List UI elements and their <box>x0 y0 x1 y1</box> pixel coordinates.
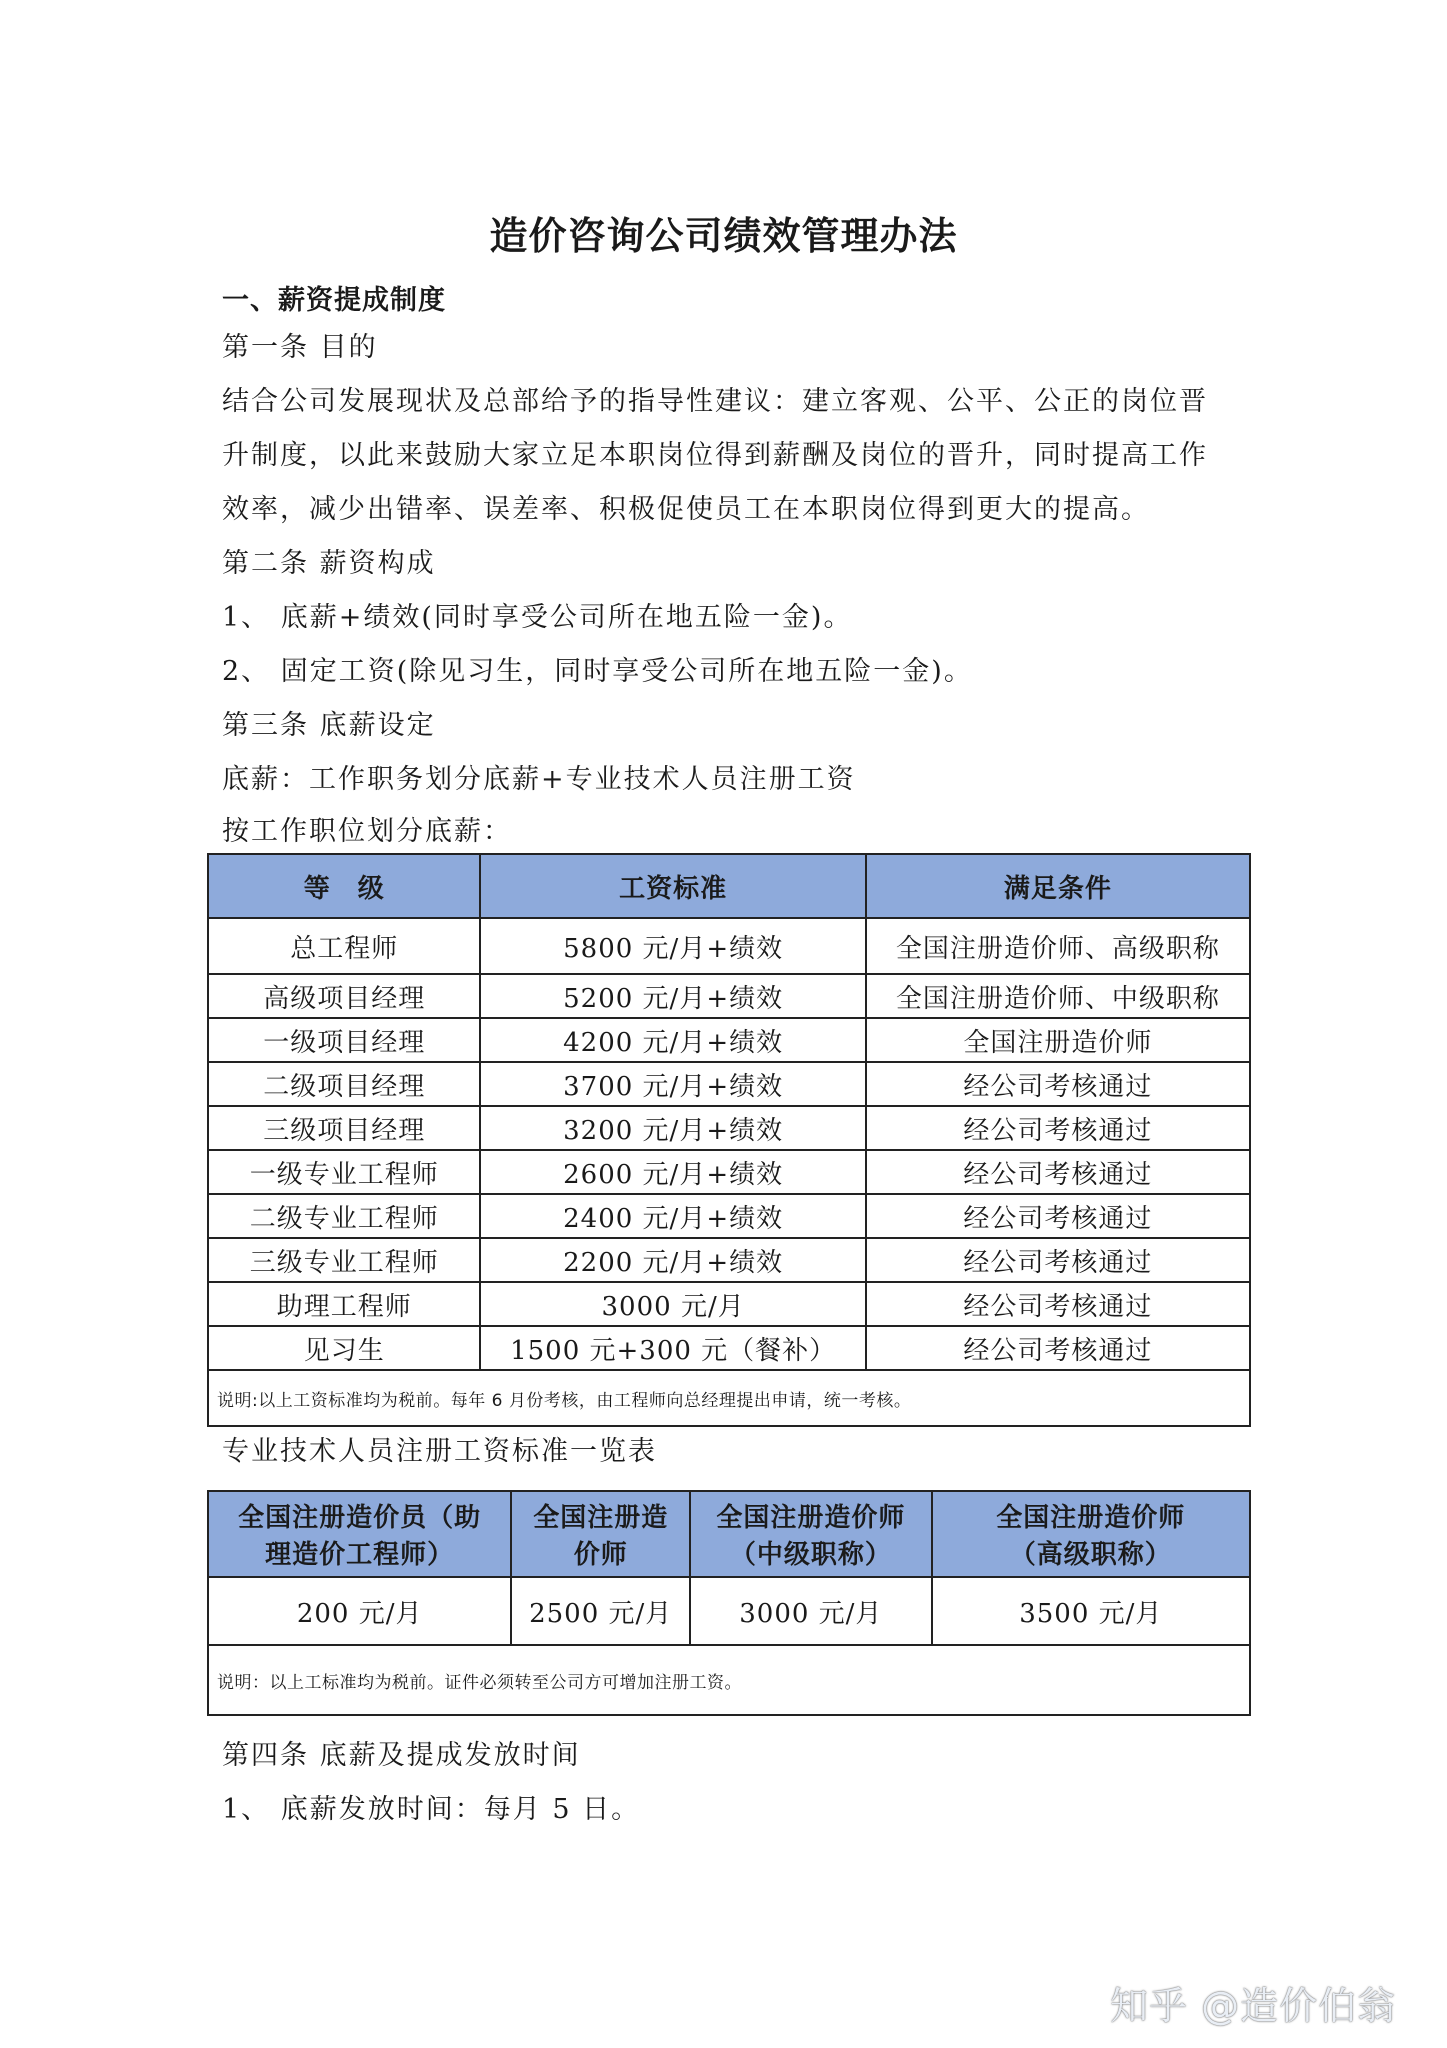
header-line: （高级职称） <box>1009 1540 1172 1570</box>
header-cost-engineer <box>511 1491 690 1577</box>
condition-cell: 经公司考核通过 <box>866 1238 1250 1282</box>
table-header-row <box>208 1491 1250 1577</box>
document-title: 造价咨询公司绩效管理办法 <box>489 214 958 258</box>
table-note-row <box>208 1370 1250 1426</box>
article-1-heading: 第一条 目的 <box>222 332 378 363</box>
list-item-1: 1、 底薪+绩效(同时享受公司所在地五险一金)。 <box>222 602 853 633</box>
condition-cell: 经公司考核通过 <box>866 1326 1250 1370</box>
by-position-line: 按工作职位划分底薪： <box>222 816 512 847</box>
table-row <box>208 1326 1250 1370</box>
condition-cell: 经公司考核通过 <box>866 1062 1250 1106</box>
header-line: 全国注册造 <box>533 1503 669 1533</box>
paragraph-line-2: 升制度，以此来鼓励大家立足本职岗位得到薪酬及岗位的晋升，同时提高工作 <box>222 440 1208 471</box>
pay-date-line: 1、 底薪发放时间：每月 5 日。 <box>222 1794 641 1825</box>
header-line: 全国注册造价员（助 <box>238 1503 482 1533</box>
grade-cell: 高级项目经理 <box>208 974 480 1018</box>
header-cost-clerk <box>208 1491 511 1577</box>
grade-cell: 三级专业工程师 <box>208 1238 480 1282</box>
condition-cell: 全国注册造价师、中级职称 <box>866 974 1250 1018</box>
article-3-heading: 第三条 底薪设定 <box>222 710 436 741</box>
salary-cell: 1500 元+300 元（餐补） <box>480 1326 865 1370</box>
table-row <box>208 974 1250 1018</box>
header-cost-engineer-senior <box>932 1491 1250 1577</box>
section-heading: 一、薪资提成制度 <box>222 285 446 316</box>
table-row <box>208 1018 1250 1062</box>
header-line: 全国注册造价师 <box>716 1503 906 1533</box>
grade-cell: 二级专业工程师 <box>208 1194 480 1238</box>
condition-cell: 经公司考核通过 <box>866 1150 1250 1194</box>
article-2-heading: 第二条 薪资构成 <box>222 548 436 579</box>
salary-cell: 4200 元/月+绩效 <box>480 1018 865 1062</box>
registration-table-title: 专业技术人员注册工资标准一览表 <box>222 1436 657 1467</box>
salary-cell: 3200 元/月+绩效 <box>480 1106 865 1150</box>
salary-cell: 5800 元/月+绩效 <box>480 918 865 974</box>
salary-cell: 5200 元/月+绩效 <box>480 974 865 1018</box>
table-note: 说明：以上工标准均为税前。证件必须转至公司方可增加注册工资。 <box>208 1645 1250 1715</box>
salary-cell: 2200 元/月+绩效 <box>480 1238 865 1282</box>
condition-cell: 经公司考核通过 <box>866 1106 1250 1150</box>
table-row <box>208 1106 1250 1150</box>
watermark: 知乎 @造价伯翁 <box>1110 1984 1397 2028</box>
value-cell: 200 元/月 <box>208 1577 511 1645</box>
base-salary-line: 底薪：工作职务划分底薪+专业技术人员注册工资 <box>222 764 856 795</box>
grade-cell: 总工程师 <box>208 918 480 974</box>
article-4-heading: 第四条 底薪及提成发放时间 <box>222 1740 581 1771</box>
grade-cell: 一级专业工程师 <box>208 1150 480 1194</box>
header-line: 价师 <box>573 1540 628 1570</box>
table-row <box>208 1577 1250 1645</box>
header-cost-engineer-mid <box>690 1491 932 1577</box>
value-cell: 3500 元/月 <box>932 1577 1250 1645</box>
table-note-row <box>208 1645 1250 1715</box>
salary-cell: 2600 元/月+绩效 <box>480 1150 865 1194</box>
header-condition: 满足条件 <box>866 854 1250 918</box>
list-item-2: 2、 固定工资(除见习生，同时享受公司所在地五险一金)。 <box>222 656 973 687</box>
header-salary: 工资标准 <box>480 854 865 918</box>
value-cell: 3000 元/月 <box>690 1577 932 1645</box>
grade-cell: 见习生 <box>208 1326 480 1370</box>
condition-cell: 全国注册造价师、高级职称 <box>866 918 1250 974</box>
header-line: （中级职称） <box>729 1540 892 1570</box>
grade-cell: 三级项目经理 <box>208 1106 480 1150</box>
grade-cell: 一级项目经理 <box>208 1018 480 1062</box>
condition-cell: 经公司考核通过 <box>866 1194 1250 1238</box>
header-line: 理造价工程师） <box>265 1540 455 1570</box>
table-row <box>208 918 1250 974</box>
registration-salary-table <box>207 1490 1251 1716</box>
value-cell: 2500 元/月 <box>511 1577 690 1645</box>
paragraph-line-3: 效率，减少出错率、误差率、积极促使员工在本职岗位得到更大的提高。 <box>222 494 1150 525</box>
salary-cell: 3700 元/月+绩效 <box>480 1062 865 1106</box>
condition-cell: 全国注册造价师 <box>866 1018 1250 1062</box>
position-salary-table <box>207 853 1251 1427</box>
table-row <box>208 1150 1250 1194</box>
table-row <box>208 1282 1250 1326</box>
table-note: 说明:以上工资标准均为税前。每年 6 月份考核，由工程师向总经理提出申请，统一考核。 <box>208 1370 1250 1426</box>
table-row <box>208 1062 1250 1106</box>
table-row <box>208 1238 1250 1282</box>
paragraph-line-1: 结合公司发展现状及总部给予的指导性建议：建立客观、公平、公正的岗位晋 <box>222 386 1208 417</box>
header-grade: 等 级 <box>208 854 480 918</box>
grade-cell: 助理工程师 <box>208 1282 480 1326</box>
salary-cell: 3000 元/月 <box>480 1282 865 1326</box>
salary-cell: 2400 元/月+绩效 <box>480 1194 865 1238</box>
header-line: 全国注册造价师 <box>996 1503 1186 1533</box>
table-header-row <box>208 854 1250 918</box>
condition-cell: 经公司考核通过 <box>866 1282 1250 1326</box>
table-row <box>208 1194 1250 1238</box>
grade-cell: 二级项目经理 <box>208 1062 480 1106</box>
